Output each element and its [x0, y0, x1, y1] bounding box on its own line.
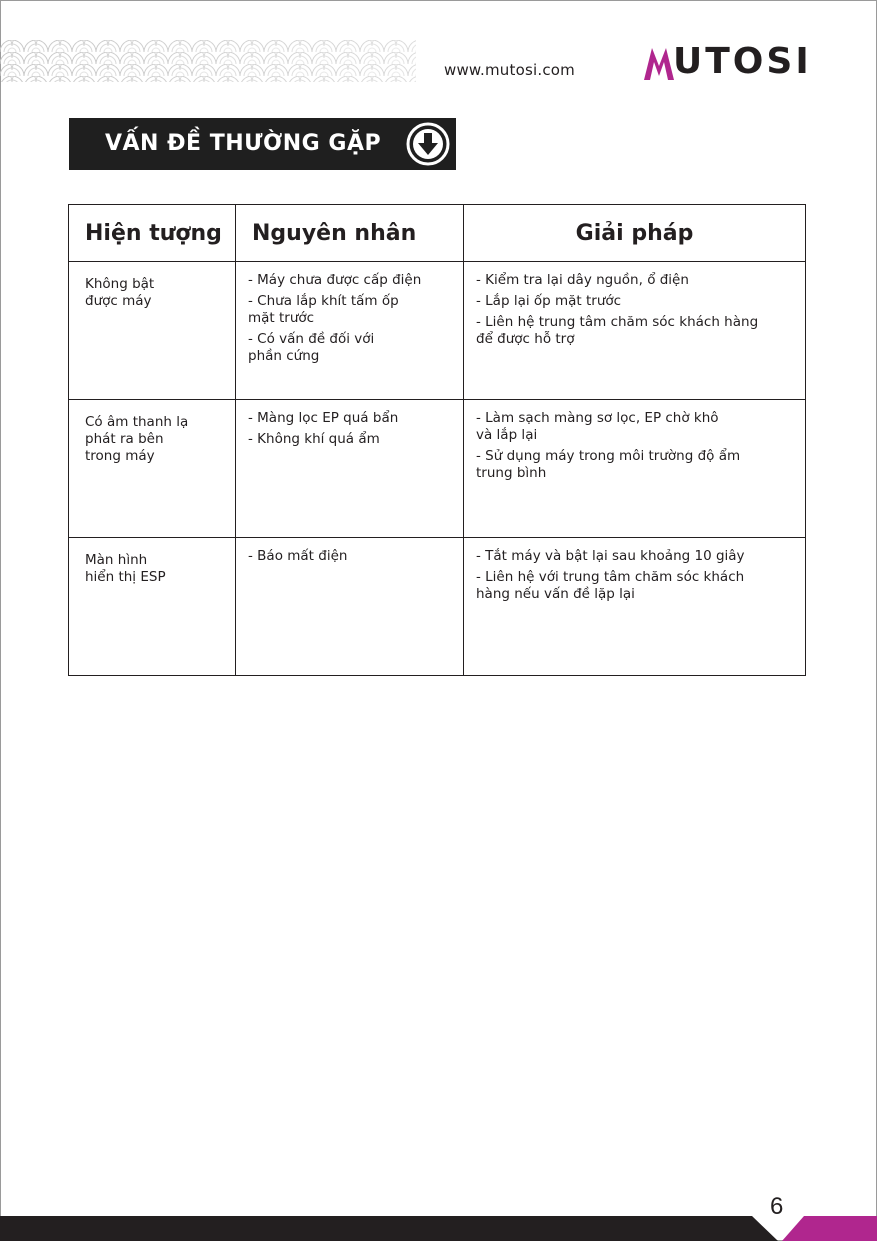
table-header-row [69, 205, 806, 262]
solution-item [476, 548, 797, 565]
cause-text: - Không khí quá ẩm [248, 431, 380, 447]
footer-bar [0, 1216, 877, 1241]
website-url[interactable]: www.mutosi.com [444, 61, 575, 79]
solution-text: - Kiểm tra lại dây nguồn, ổ điện [476, 272, 689, 288]
solution-item [476, 293, 797, 310]
solution-cell [464, 262, 806, 400]
solution-cell [464, 538, 806, 676]
cause-item [248, 293, 455, 327]
cause-item [248, 410, 455, 427]
header-solution: Giải pháp [464, 205, 806, 262]
cause-cell [236, 262, 464, 400]
cause-text: - Máy chưa được cấp điện [248, 272, 422, 288]
cause-text: - Màng lọc EP quá bẩn [248, 410, 399, 426]
cause-cell [236, 538, 464, 676]
cause-item [248, 272, 455, 289]
page-number: 6 [770, 1193, 784, 1220]
solution-text: - Tắt máy và bật lại sau khoảng 10 giây [476, 548, 745, 564]
cause-text: - Có vấn đề đối với [248, 331, 375, 347]
symptom-line: phát ra bên [85, 431, 164, 447]
table-row [69, 262, 806, 400]
symptom-cell [69, 262, 236, 400]
solution-text: để được hỗ trợ [476, 331, 575, 347]
symptom-line: Có âm thanh lạ [85, 414, 189, 430]
symptom-line: Màn hình [85, 552, 148, 568]
section-header [69, 118, 456, 170]
solution-text: - Lắp lại ốp mặt trước [476, 293, 622, 309]
cause-text: - Báo mất điện [248, 548, 348, 564]
solution-item [476, 410, 797, 444]
cause-text: phần cứng [248, 348, 320, 364]
solution-item [476, 569, 797, 603]
solution-text: hàng nếu vấn đề lặp lại [476, 586, 635, 602]
cause-item [248, 548, 455, 565]
logo-text: UTOSI [673, 41, 812, 82]
solution-text: trung bình [476, 465, 547, 481]
troubleshooting-table [68, 204, 806, 676]
header-cause: Nguyên nhân [236, 205, 464, 262]
cause-text: mặt trước [248, 310, 315, 326]
table-row [69, 400, 806, 538]
decorative-wave-pattern [0, 40, 416, 82]
symptom-cell [69, 538, 236, 676]
cause-text: - Chưa lắp khít tấm ốp [248, 293, 399, 309]
symptom-line: được máy [85, 293, 152, 309]
symptom-cell [69, 400, 236, 538]
cause-item [248, 331, 455, 365]
symptom-line: trong máy [85, 448, 155, 464]
solution-text: và lắp lại [476, 427, 538, 443]
arrow-down-circle-icon [404, 121, 452, 167]
cause-item [248, 431, 455, 448]
solution-item [476, 314, 797, 348]
header-symptom: Hiện tượng [69, 205, 236, 262]
logo-m-icon [642, 44, 676, 84]
solution-text: - Sử dụng máy trong môi trường độ ẩm [476, 448, 741, 464]
solution-text: - Liên hệ với trung tâm chăm sóc khách [476, 569, 745, 585]
symptom-line: Không bật [85, 276, 155, 292]
symptom-line: hiển thị ESP [85, 569, 166, 585]
table-row [69, 538, 806, 676]
solution-item [476, 448, 797, 482]
solution-text: - Làm sạch màng sơ lọc, EP chờ khô [476, 410, 719, 426]
solution-text: - Liên hệ trung tâm chăm sóc khách hàng [476, 314, 759, 330]
cause-cell [236, 400, 464, 538]
section-title: VẤN ĐỀ THƯỜNG GẶP [105, 131, 382, 156]
solution-cell [464, 400, 806, 538]
solution-item [476, 272, 797, 289]
